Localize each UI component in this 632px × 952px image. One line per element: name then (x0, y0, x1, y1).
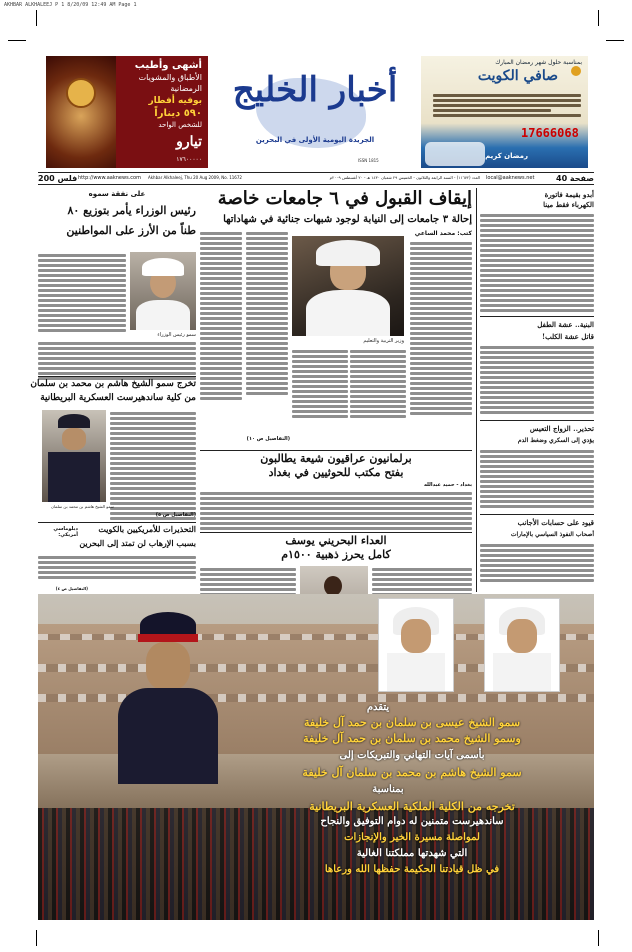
ad-left-brand: تيارو (176, 134, 202, 150)
english-date: Akhbar Alkhaleej, Thu 20 Aug 2009, No. 11672 (148, 175, 242, 180)
left-story2-headline2: من كلية ساندهيرست العسكرية البريطانية (40, 393, 196, 403)
center-story1-headline1: برلمانيون عراقيون شيعة يطالبون (260, 452, 412, 465)
center-story1-body (200, 490, 472, 532)
left-photo-pm (130, 252, 196, 330)
left-story3-kicker: دبلوماسي أمريكي: (53, 526, 78, 538)
banner-line8: ساندهيرست متمنين له دوام التوفيق والنجاح (320, 816, 504, 827)
masthead-issn: ISSN 1815 (358, 158, 379, 163)
ad-right-water (421, 56, 588, 168)
left-story2-headline1: تخرج سمو الشيخ هاشم بن محمد بن سلمان (30, 379, 196, 389)
left-story3-headline2: بسبب الإرهاب لن تمتد إلى البحرين (79, 538, 196, 548)
ad-right-copy (433, 92, 581, 119)
left-kicker: على نفقة سموه (88, 190, 146, 198)
banner-line11: في ظل قيادتنا الحكيمة حفظها الله ورعاها (324, 864, 500, 875)
masthead (216, 58, 414, 168)
right-story2-headline1: البنية.. عشة الطفل (537, 320, 594, 329)
banner-line6: بمناسبة (372, 784, 404, 795)
right-story3-headline2: يؤدي إلى السكري وضغط الدم (517, 437, 594, 444)
cap-shape (58, 414, 90, 428)
banner-line1: يتقدم (366, 702, 390, 713)
right-story1-headline2: الكهرباء فقط مينا (543, 200, 594, 209)
ad-left-line5: ٥٩٠ ديناراً (154, 108, 202, 119)
email-link[interactable]: local@aaknews.net (486, 175, 535, 181)
face-shape (62, 428, 86, 450)
headdress-shape (316, 240, 380, 266)
left-story1-body (38, 252, 126, 334)
robe-shape (387, 653, 445, 691)
main-body-col1 (410, 240, 472, 417)
ad-left-line1: أشهى وأطيب (134, 60, 202, 71)
right-story4-headline2: أصحاب النفوذ السياسي بالإمارات (510, 531, 594, 538)
rule (480, 420, 594, 421)
rule (480, 514, 594, 515)
main-more: (التفاصيل ص ١٠) (246, 436, 290, 442)
left-photo-caption: سمو رئيس الوزراء (157, 332, 196, 338)
banner-line2: سمو الشيخ عيسى بن سلمان بن حمد آل خليفة (303, 716, 521, 729)
lantern-icon (66, 78, 96, 108)
left-story2-caption: سمو الشيخ هاشم بن محمد بن سلمان (51, 504, 114, 509)
right-story2-body (480, 344, 594, 416)
crop-mark (8, 40, 26, 41)
face-shape (146, 642, 190, 690)
cap-band-shape (138, 634, 198, 642)
masthead-slogan: الجريدة اليومية الأولى في البحرين (255, 136, 375, 144)
main-body-col2 (292, 348, 348, 420)
portrait-frame-1 (378, 598, 454, 692)
graduation-banner (38, 594, 594, 920)
headdress-shape (142, 258, 184, 276)
right-story4-body (480, 542, 594, 584)
right-story1-headline1: أبدو بقيمة فاتورة (544, 190, 594, 199)
left-headline2: طناً من الأرز على المواطنين (66, 224, 196, 237)
rule (38, 172, 594, 173)
ad-left-line4: بوفيه أفطار (148, 96, 202, 106)
banner-line5: سمو الشيخ هاشم بن محمد بن سلمان آل خليفة (302, 766, 522, 779)
banner-line3: وسمو الشيخ محمد بن سلمان بن حمد آل خليفة (303, 732, 521, 745)
robe-shape (306, 290, 390, 336)
center-story2-headline2: كامل يحرز ذهبية ١٥٠٠م (281, 548, 391, 561)
rule (38, 184, 594, 185)
left-photo-cadet (42, 410, 106, 502)
ad-left-line2: الأطباق والمشويات (138, 73, 202, 82)
face-shape (401, 619, 431, 653)
print-line: AKHBAR ALKHALEEJ P 1 8/20/09 12:49 AM Page 1 (4, 2, 137, 8)
ad-left-line6: للشخص الواحد (158, 121, 202, 129)
arabic-date: العدد (١١٦٧٢) - السنة الرابعة والثلاثون - الخميس ٢٩ شعبان ١٤٣٠ هـ - ٢٠ أغسطس ٢٠٠٩م (329, 175, 480, 180)
left-story3-body (38, 554, 196, 581)
column-rule (476, 188, 477, 592)
main-subheadline: إحالة ٣ جامعات إلى النيابة لوجود شبهات جنائية في شهاداتها (223, 214, 472, 225)
crop-mark (36, 930, 37, 946)
uniform-shape (48, 452, 100, 502)
right-story2-headline2: قاتل عشة الكلب! (542, 332, 594, 341)
moon-icon (571, 66, 581, 76)
left-story2-more: (التفاصيل ص ٥) (155, 512, 196, 518)
rule (38, 376, 196, 377)
page-count: 40 صفحة (556, 174, 595, 183)
face-shape (507, 619, 537, 653)
main-body-col3 (350, 348, 406, 420)
ad-left-restaurant (46, 56, 208, 168)
robe-shape (493, 653, 551, 691)
face-shape (324, 576, 342, 596)
banner-line9: لمواصلة مسيرة الخير والإنجازات (344, 832, 480, 843)
website-link[interactable]: http://www.aaknews.com (78, 175, 141, 181)
rule (200, 450, 472, 451)
main-author: كتب: محمد الساعي (414, 230, 472, 237)
left-story3-headline1: التحذيرات للأمريكيين بالكويت (98, 524, 196, 534)
portrait-frame-2 (484, 598, 560, 692)
ad-right-footer: رمضان كريم (485, 152, 528, 160)
main-photo-minister (292, 236, 404, 336)
main-headline: إيقاف القبول في ٦ جامعات خاصة (217, 188, 472, 209)
uniform-shape (118, 688, 218, 784)
banner-line7: تخرجه من الكلية الملكية العسكرية البريطانية (309, 800, 515, 813)
left-headline1: رئيس الوزراء يأمر بتوزيع ٨٠ (67, 204, 196, 217)
masthead-title: أخبار الخليج (232, 70, 398, 110)
main-body-col5 (246, 230, 288, 397)
right-story3-body (480, 448, 594, 510)
right-story4-headline1: قيود على حسابات الأجانب (517, 518, 594, 527)
ad-left-line3: الرمضانية (170, 84, 202, 93)
crop-mark (606, 40, 624, 41)
ad-right-top: بمناسبة حلول شهر رمضان المبارك (495, 59, 582, 66)
ad-right-phone: 17666068 (521, 126, 579, 140)
rule (38, 522, 196, 523)
banner-line10: التي شهدتها مملكتنا الغالية (356, 848, 468, 859)
main-body-col4 (200, 230, 242, 402)
left-story3-more: (التفاصيل ص ٤) (55, 586, 88, 591)
cadet-portrait (118, 612, 218, 784)
main-photo-caption: وزير التربية والتعليم (363, 338, 404, 344)
robe-shape (136, 300, 190, 330)
rule (200, 532, 472, 533)
crop-mark (598, 10, 599, 26)
banner-line4: بأسمى آيات التهاني والتبريكات إلى (339, 750, 485, 761)
ad-left-phone: ١٧٦٠٠٠٠٠ (176, 156, 202, 163)
left-story2-body (110, 410, 196, 522)
right-story1-body (480, 212, 594, 314)
ad-right-brand: صافي الكويت (477, 68, 558, 84)
center-story1-headline2: بفتح مكتب للحوثيين في بغداد (268, 466, 404, 479)
crop-mark (36, 10, 37, 26)
price: 200 فلس (38, 174, 78, 183)
ad-food-image (46, 56, 116, 168)
center-story2-headline1: العداء البحريني يوسف (285, 534, 387, 547)
right-story3-headline1: تحذير.. الزواج التعيس (529, 424, 594, 433)
rule (480, 316, 594, 317)
center-story1-byline: بغداد - حميد عبدالله (423, 482, 472, 488)
crop-mark (598, 930, 599, 946)
